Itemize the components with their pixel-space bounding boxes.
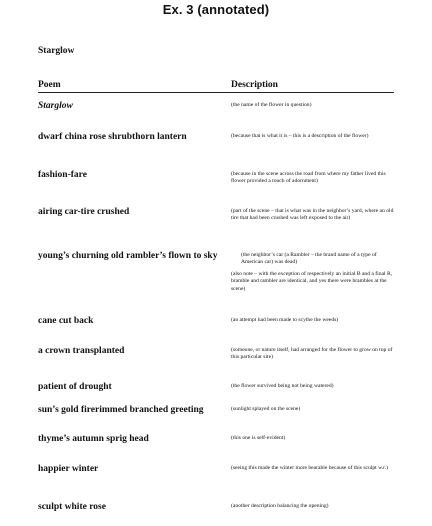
description-text: (the flower survived being not being watered) xyxy=(231,383,334,389)
poem-line: cane cut back xyxy=(38,316,94,326)
column-header-description: Description xyxy=(231,80,278,90)
poem-line: sculpt white rose xyxy=(38,502,106,512)
poem-line: airing car-tire crushed xyxy=(38,207,130,217)
poem-line: sun’s gold firerimmed branched greeting xyxy=(38,405,204,415)
description-text: (an attempt had been made to scythe the weeds) xyxy=(231,317,339,323)
description-text: (because in the scene across the road from where my father lived this flower provided a touch of adornment) xyxy=(231,171,386,185)
description-text: (the name of the flower in question) xyxy=(231,102,312,108)
table-header xyxy=(38,80,394,93)
description-text: (sunlight splayed on the scene) xyxy=(231,406,301,412)
description-text: (part of the scene – that is what was in the neighbor’s yard, where an old tire that had been crushed was left exposed to the air) xyxy=(231,208,394,222)
poem-line: patient of drought xyxy=(38,382,112,392)
description-note: (also note – with the exception of respectively an initial B and a final R, bramble and rambler are identical, and yes there were brambles at the scene) xyxy=(231,271,393,292)
description-text: (someone, or nature itself, had arranged for the flower to grow on top of this particular site) xyxy=(231,347,393,361)
poem-line: fashion-fare xyxy=(38,170,87,180)
description-text: (seeing this made the winter more bearable because of this sculpt w.r.) xyxy=(231,465,388,471)
poem-line: dwarf china rose shrubthorn lantern xyxy=(38,132,187,142)
column-header-poem: Poem xyxy=(38,80,61,90)
description-text: (the neighbor’s car (a Rambler – the brand name of a type of American car) was dead) xyxy=(241,252,377,266)
description-text: (this one is self-evident) xyxy=(231,435,286,441)
description-text: (because that is what it is – this is a description of the flower) xyxy=(231,133,369,139)
poem-line: thyme’s autumn sprig head xyxy=(38,434,149,444)
poem-line: young’s churning old rambler’s flown to sky xyxy=(38,251,218,261)
page-title: Ex. 3 (annotated) xyxy=(162,2,270,17)
document-title: Starglow xyxy=(38,46,75,56)
poem-line: happier winter xyxy=(38,464,99,474)
poem-line: a crown transplanted xyxy=(38,346,125,356)
poem-line: Starglow xyxy=(38,101,73,111)
description-text: (another description balancing the opening) xyxy=(231,503,329,509)
